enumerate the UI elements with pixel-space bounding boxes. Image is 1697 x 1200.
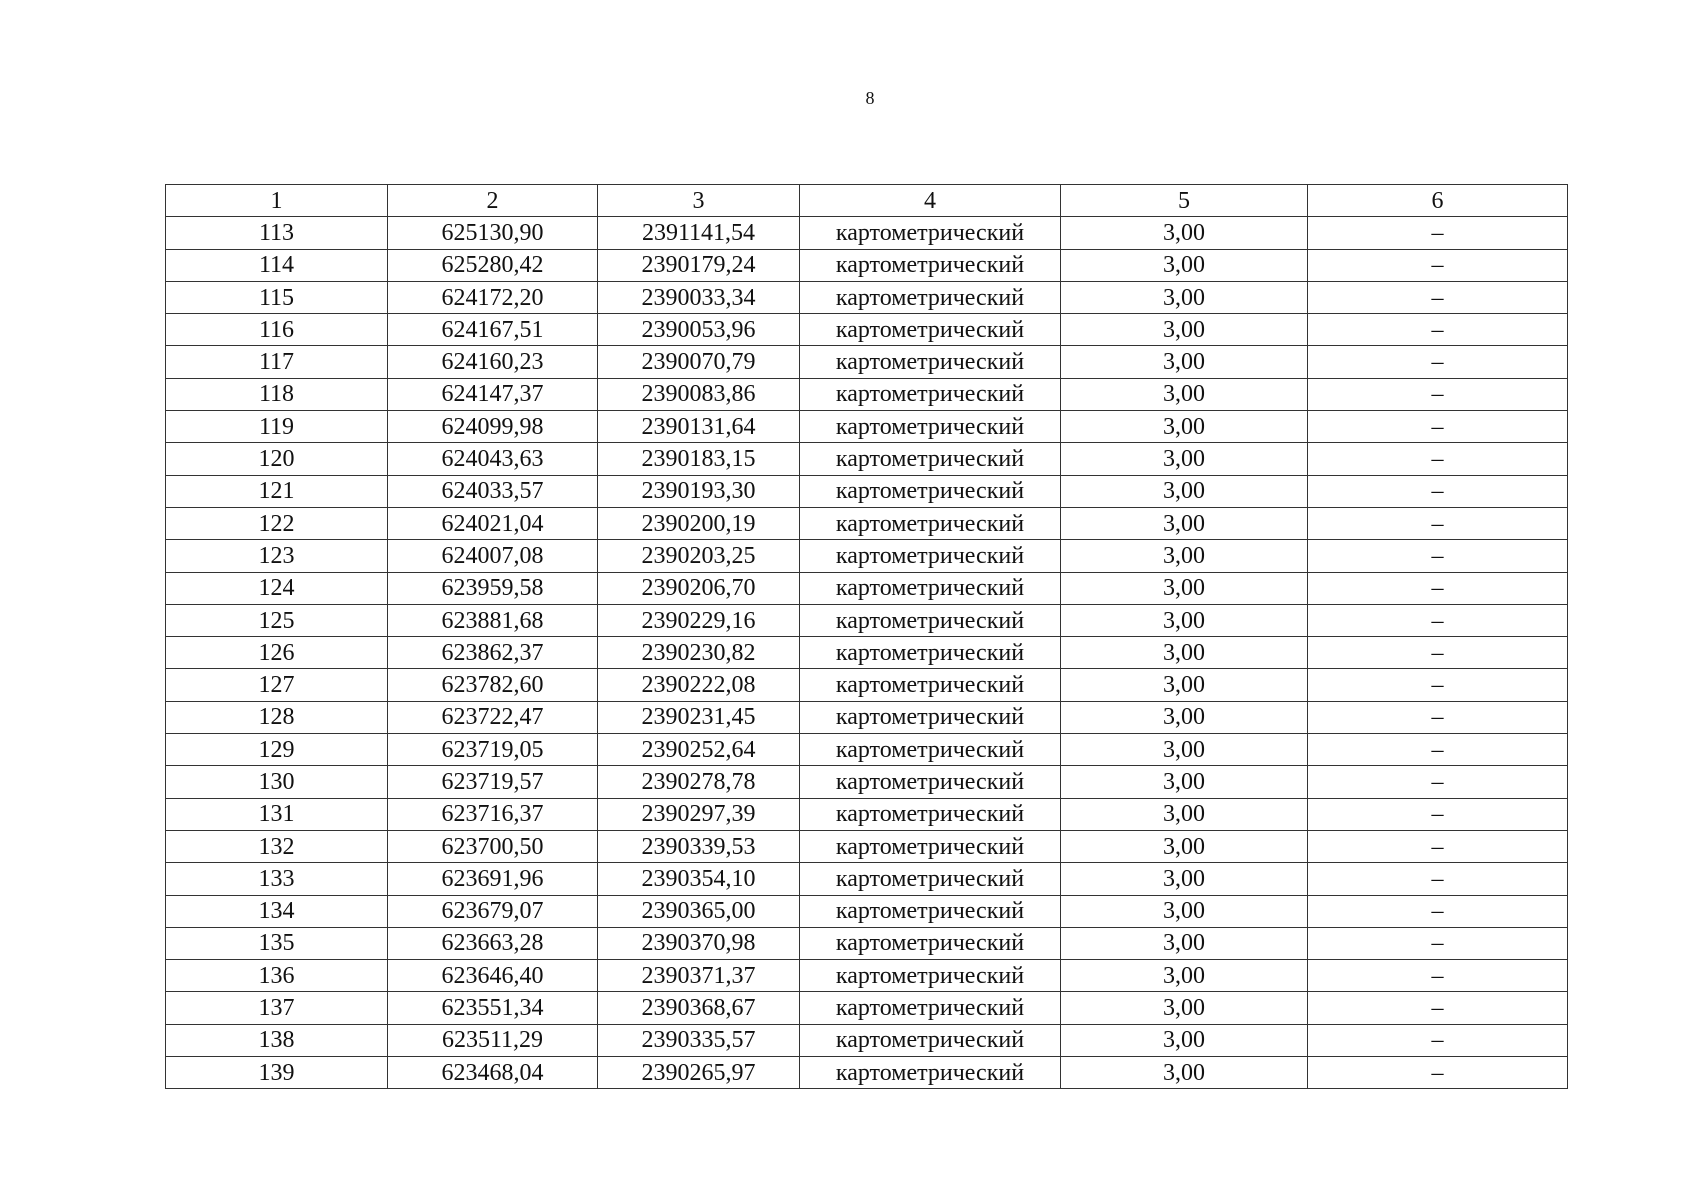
table-row <box>166 669 1568 701</box>
accuracy-cell: 3,00 <box>1061 895 1308 927</box>
accuracy-cell: 3,00 <box>1061 572 1308 604</box>
x-coordinate-cell: 623722,47 <box>388 701 598 733</box>
accuracy-cell: 3,00 <box>1061 960 1308 992</box>
x-coordinate-cell: 623663,28 <box>388 927 598 959</box>
x-coordinate-cell: 623700,50 <box>388 830 598 862</box>
table-row <box>166 1024 1568 1056</box>
table-row <box>166 443 1568 475</box>
table-row <box>166 540 1568 572</box>
x-coordinate-cell: 623551,34 <box>388 992 598 1024</box>
table-row <box>166 572 1568 604</box>
method-cell: картометрический <box>800 637 1061 669</box>
y-coordinate-cell: 2390193,30 <box>598 475 800 507</box>
point-number-cell: 132 <box>166 830 388 862</box>
point-number-cell: 121 <box>166 475 388 507</box>
y-coordinate-cell: 2390335,57 <box>598 1024 800 1056</box>
point-number-cell: 119 <box>166 411 388 443</box>
y-coordinate-cell: 2390033,34 <box>598 281 800 313</box>
method-cell: картометрический <box>800 895 1061 927</box>
point-number-cell: 136 <box>166 960 388 992</box>
method-cell: картометрический <box>800 863 1061 895</box>
accuracy-cell: 3,00 <box>1061 540 1308 572</box>
description-cell: – <box>1308 507 1568 539</box>
accuracy-cell: 3,00 <box>1061 443 1308 475</box>
y-coordinate-cell: 2390339,53 <box>598 830 800 862</box>
x-coordinate-cell: 623862,37 <box>388 637 598 669</box>
x-coordinate-cell: 625280,42 <box>388 249 598 281</box>
accuracy-cell: 3,00 <box>1061 927 1308 959</box>
description-cell: – <box>1308 249 1568 281</box>
accuracy-cell: 3,00 <box>1061 1057 1308 1089</box>
method-cell: картометрический <box>800 766 1061 798</box>
table-row <box>166 475 1568 507</box>
y-coordinate-cell: 2390229,16 <box>598 604 800 636</box>
y-coordinate-cell: 2390203,25 <box>598 540 800 572</box>
method-cell: картометрический <box>800 507 1061 539</box>
y-coordinate-cell: 2390370,98 <box>598 927 800 959</box>
y-coordinate-cell: 2390354,10 <box>598 863 800 895</box>
point-number-cell: 131 <box>166 798 388 830</box>
x-coordinate-cell: 625130,90 <box>388 217 598 249</box>
point-number-cell: 139 <box>166 1057 388 1089</box>
x-coordinate-cell: 624043,63 <box>388 443 598 475</box>
method-cell: картометрический <box>800 443 1061 475</box>
method-cell: картометрический <box>800 927 1061 959</box>
y-coordinate-cell: 2390265,97 <box>598 1057 800 1089</box>
table-header-row <box>166 185 1568 217</box>
method-cell: картометрический <box>800 281 1061 313</box>
point-number-cell: 118 <box>166 378 388 410</box>
table-row <box>166 798 1568 830</box>
method-cell: картометрический <box>800 475 1061 507</box>
x-coordinate-cell: 624033,57 <box>388 475 598 507</box>
x-coordinate-cell: 623646,40 <box>388 960 598 992</box>
column-header: 1 <box>166 185 388 217</box>
accuracy-cell: 3,00 <box>1061 766 1308 798</box>
x-coordinate-cell: 623468,04 <box>388 1057 598 1089</box>
method-cell: картометрический <box>800 798 1061 830</box>
table-row <box>166 346 1568 378</box>
description-cell: – <box>1308 604 1568 636</box>
table-row <box>166 281 1568 313</box>
y-coordinate-cell: 2390053,96 <box>598 314 800 346</box>
x-coordinate-cell: 624167,51 <box>388 314 598 346</box>
description-cell: – <box>1308 701 1568 733</box>
method-cell: картометрический <box>800 1057 1061 1089</box>
x-coordinate-cell: 623719,57 <box>388 766 598 798</box>
method-cell: картометрический <box>800 992 1061 1024</box>
column-header: 4 <box>800 185 1061 217</box>
column-header: 6 <box>1308 185 1568 217</box>
description-cell: – <box>1308 927 1568 959</box>
point-number-cell: 122 <box>166 507 388 539</box>
description-cell: – <box>1308 1057 1568 1089</box>
point-number-cell: 133 <box>166 863 388 895</box>
table-row <box>166 314 1568 346</box>
description-cell: – <box>1308 475 1568 507</box>
accuracy-cell: 3,00 <box>1061 863 1308 895</box>
point-number-cell: 128 <box>166 701 388 733</box>
y-coordinate-cell: 2390131,64 <box>598 411 800 443</box>
coordinates-table <box>165 184 1568 1089</box>
point-number-cell: 134 <box>166 895 388 927</box>
accuracy-cell: 3,00 <box>1061 637 1308 669</box>
accuracy-cell: 3,00 <box>1061 378 1308 410</box>
method-cell: картометрический <box>800 346 1061 378</box>
accuracy-cell: 3,00 <box>1061 701 1308 733</box>
table-row <box>166 411 1568 443</box>
x-coordinate-cell: 624021,04 <box>388 507 598 539</box>
method-cell: картометрический <box>800 1024 1061 1056</box>
y-coordinate-cell: 2390083,86 <box>598 378 800 410</box>
point-number-cell: 125 <box>166 604 388 636</box>
method-cell: картометрический <box>800 217 1061 249</box>
point-number-cell: 114 <box>166 249 388 281</box>
column-header: 5 <box>1061 185 1308 217</box>
description-cell: – <box>1308 217 1568 249</box>
table-row <box>166 766 1568 798</box>
x-coordinate-cell: 623959,58 <box>388 572 598 604</box>
method-cell: картометрический <box>800 378 1061 410</box>
description-cell: – <box>1308 734 1568 766</box>
table-row <box>166 895 1568 927</box>
point-number-cell: 138 <box>166 1024 388 1056</box>
y-coordinate-cell: 2390179,24 <box>598 249 800 281</box>
point-number-cell: 137 <box>166 992 388 1024</box>
point-number-cell: 113 <box>166 217 388 249</box>
description-cell: – <box>1308 572 1568 604</box>
description-cell: – <box>1308 830 1568 862</box>
y-coordinate-cell: 2390371,37 <box>598 960 800 992</box>
description-cell: – <box>1308 1024 1568 1056</box>
y-coordinate-cell: 2390368,67 <box>598 992 800 1024</box>
point-number-cell: 116 <box>166 314 388 346</box>
x-coordinate-cell: 623511,29 <box>388 1024 598 1056</box>
point-number-cell: 115 <box>166 281 388 313</box>
column-header: 2 <box>388 185 598 217</box>
table-row <box>166 701 1568 733</box>
point-number-cell: 120 <box>166 443 388 475</box>
table-row <box>166 992 1568 1024</box>
y-coordinate-cell: 2390252,64 <box>598 734 800 766</box>
table-row <box>166 604 1568 636</box>
x-coordinate-cell: 624160,23 <box>388 346 598 378</box>
table-row <box>166 217 1568 249</box>
point-number-cell: 126 <box>166 637 388 669</box>
method-cell: картометрический <box>800 314 1061 346</box>
y-coordinate-cell: 2390230,82 <box>598 637 800 669</box>
x-coordinate-cell: 623679,07 <box>388 895 598 927</box>
accuracy-cell: 3,00 <box>1061 249 1308 281</box>
description-cell: – <box>1308 669 1568 701</box>
method-cell: картометрический <box>800 540 1061 572</box>
y-coordinate-cell: 2390183,15 <box>598 443 800 475</box>
point-number-cell: 124 <box>166 572 388 604</box>
table-row <box>166 249 1568 281</box>
table-row <box>166 1057 1568 1089</box>
y-coordinate-cell: 2390278,78 <box>598 766 800 798</box>
y-coordinate-cell: 2390070,79 <box>598 346 800 378</box>
table-row <box>166 507 1568 539</box>
point-number-cell: 123 <box>166 540 388 572</box>
x-coordinate-cell: 623782,60 <box>388 669 598 701</box>
table-row <box>166 863 1568 895</box>
description-cell: – <box>1308 540 1568 572</box>
description-cell: – <box>1308 281 1568 313</box>
method-cell: картометрический <box>800 734 1061 766</box>
accuracy-cell: 3,00 <box>1061 830 1308 862</box>
y-coordinate-cell: 2390200,19 <box>598 507 800 539</box>
description-cell: – <box>1308 766 1568 798</box>
x-coordinate-cell: 623691,96 <box>388 863 598 895</box>
y-coordinate-cell: 2391141,54 <box>598 217 800 249</box>
description-cell: – <box>1308 798 1568 830</box>
accuracy-cell: 3,00 <box>1061 507 1308 539</box>
point-number-cell: 129 <box>166 734 388 766</box>
x-coordinate-cell: 624147,37 <box>388 378 598 410</box>
description-cell: – <box>1308 314 1568 346</box>
table-row <box>166 927 1568 959</box>
accuracy-cell: 3,00 <box>1061 314 1308 346</box>
y-coordinate-cell: 2390206,70 <box>598 572 800 604</box>
description-cell: – <box>1308 346 1568 378</box>
x-coordinate-cell: 623716,37 <box>388 798 598 830</box>
table-row <box>166 830 1568 862</box>
description-cell: – <box>1308 863 1568 895</box>
x-coordinate-cell: 624099,98 <box>388 411 598 443</box>
description-cell: – <box>1308 960 1568 992</box>
accuracy-cell: 3,00 <box>1061 411 1308 443</box>
accuracy-cell: 3,00 <box>1061 734 1308 766</box>
accuracy-cell: 3,00 <box>1061 346 1308 378</box>
accuracy-cell: 3,00 <box>1061 1024 1308 1056</box>
description-cell: – <box>1308 443 1568 475</box>
x-coordinate-cell: 623719,05 <box>388 734 598 766</box>
accuracy-cell: 3,00 <box>1061 475 1308 507</box>
y-coordinate-cell: 2390297,39 <box>598 798 800 830</box>
accuracy-cell: 3,00 <box>1061 604 1308 636</box>
description-cell: – <box>1308 992 1568 1024</box>
table-row <box>166 378 1568 410</box>
description-cell: – <box>1308 378 1568 410</box>
point-number-cell: 117 <box>166 346 388 378</box>
method-cell: картометрический <box>800 669 1061 701</box>
method-cell: картометрический <box>800 701 1061 733</box>
table-body <box>166 217 1568 1089</box>
description-cell: – <box>1308 411 1568 443</box>
method-cell: картометрический <box>800 830 1061 862</box>
method-cell: картометрический <box>800 604 1061 636</box>
point-number-cell: 130 <box>166 766 388 798</box>
accuracy-cell: 3,00 <box>1061 281 1308 313</box>
page-number: 8 <box>865 88 875 108</box>
y-coordinate-cell: 2390231,45 <box>598 701 800 733</box>
accuracy-cell: 3,00 <box>1061 798 1308 830</box>
table-row <box>166 734 1568 766</box>
accuracy-cell: 3,00 <box>1061 669 1308 701</box>
point-number-cell: 135 <box>166 927 388 959</box>
method-cell: картометрический <box>800 572 1061 604</box>
method-cell: картометрический <box>800 249 1061 281</box>
method-cell: картометрический <box>800 960 1061 992</box>
x-coordinate-cell: 623881,68 <box>388 604 598 636</box>
accuracy-cell: 3,00 <box>1061 992 1308 1024</box>
accuracy-cell: 3,00 <box>1061 217 1308 249</box>
x-coordinate-cell: 624007,08 <box>388 540 598 572</box>
method-cell: картометрический <box>800 411 1061 443</box>
y-coordinate-cell: 2390222,08 <box>598 669 800 701</box>
description-cell: – <box>1308 895 1568 927</box>
table-row <box>166 960 1568 992</box>
table-row <box>166 637 1568 669</box>
x-coordinate-cell: 624172,20 <box>388 281 598 313</box>
column-header: 3 <box>598 185 800 217</box>
y-coordinate-cell: 2390365,00 <box>598 895 800 927</box>
point-number-cell: 127 <box>166 669 388 701</box>
description-cell: – <box>1308 637 1568 669</box>
